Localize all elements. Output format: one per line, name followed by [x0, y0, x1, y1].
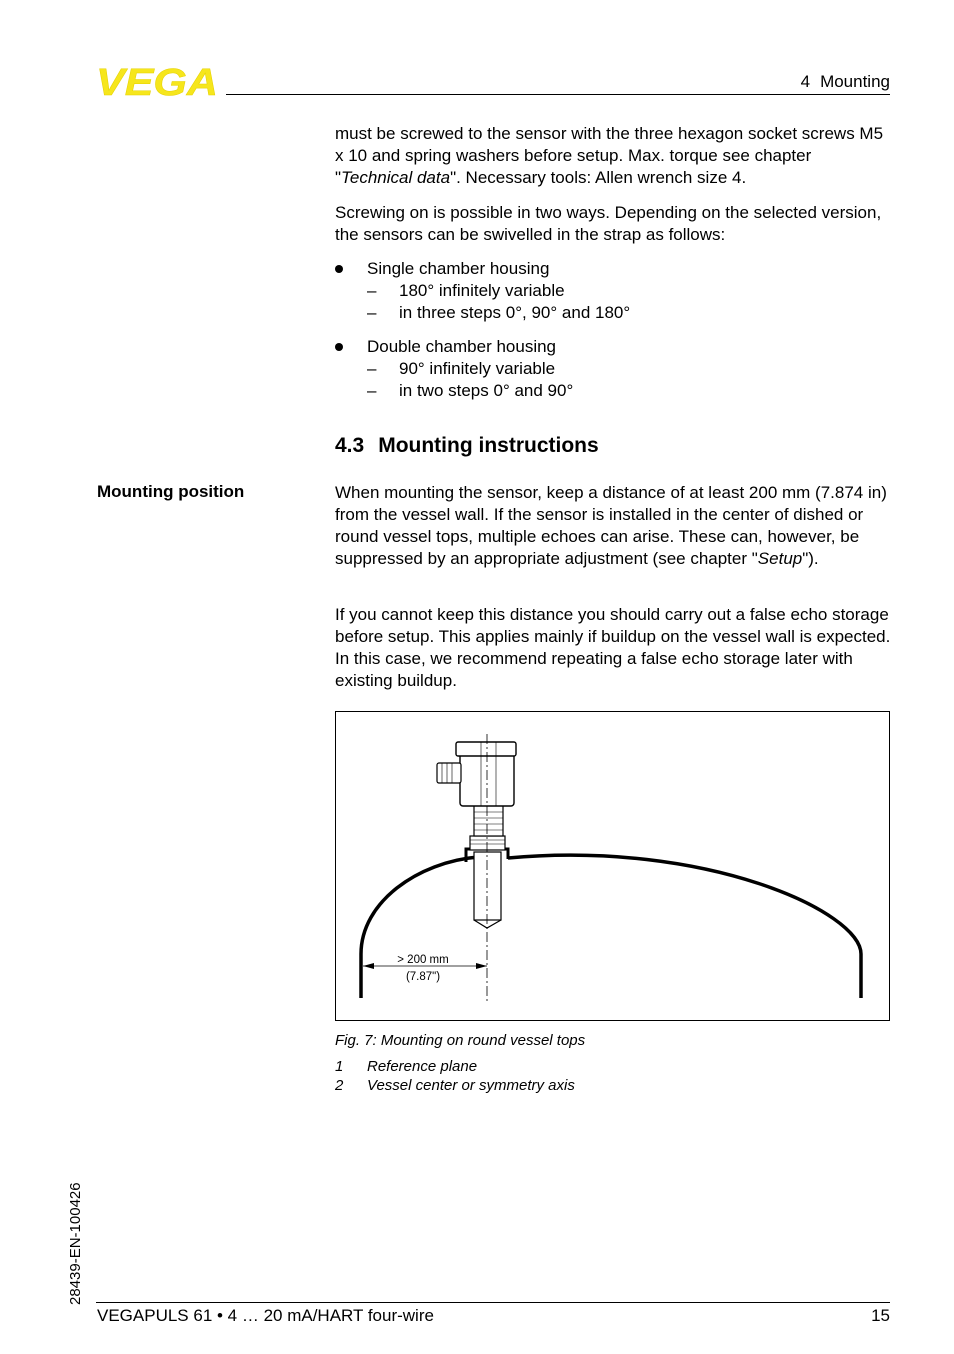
dimension-arrow-left	[363, 963, 374, 969]
vessel-dome	[508, 855, 861, 998]
dimension-arrow-right	[476, 963, 487, 969]
paragraph-false-echo: If you cannot keep this distance you should carry out a false echo storage before setup. This applies mainly if buildup on the vessel wall is expected. In this case, we recommend repeating a false echo storage later with existing buildup.	[335, 605, 891, 690]
legend-number: 2	[335, 1077, 344, 1094]
housing-list	[335, 258, 891, 402]
sub-item	[367, 302, 891, 324]
bullet-icon	[335, 265, 343, 273]
sub-item-text: 90° infinitely variable	[399, 359, 556, 378]
header-section-title: Mounting	[820, 72, 890, 91]
page-number: 15	[871, 1306, 890, 1325]
sub-item	[367, 358, 891, 380]
list-item	[335, 336, 891, 402]
paragraph-screws	[335, 123, 891, 189]
paragraph-mounting-distance	[335, 482, 891, 570]
antenna-horn	[474, 852, 501, 920]
dash-icon: –	[367, 303, 377, 322]
dash-icon: –	[367, 359, 377, 378]
cable-gland	[437, 763, 461, 783]
sub-item-text: in three steps 0°, 90° and 180°	[399, 303, 631, 322]
legend-row	[335, 1057, 575, 1076]
paragraph-text: ").	[802, 549, 819, 568]
chapter-reference-setup: Setup	[757, 549, 803, 568]
section-heading	[335, 434, 599, 458]
dash-icon: –	[367, 381, 377, 400]
header-rule	[226, 94, 890, 95]
process-thread	[470, 836, 505, 850]
margin-label-mounting-position: Mounting position	[97, 482, 245, 501]
sub-item	[367, 280, 891, 302]
figure-legend	[335, 1057, 575, 1095]
legend-text: Reference plane	[367, 1058, 478, 1075]
antenna-tip	[474, 920, 501, 928]
legend-text: Vessel center or symmetry axis	[367, 1077, 575, 1094]
header-section-number: 4	[800, 72, 811, 91]
legend-row	[335, 1076, 575, 1095]
dimension-label-mm: > 200 mm	[397, 954, 449, 966]
dimension-label-inch: (7.87")	[405, 971, 441, 983]
paragraph-text: When mounting the sensor, keep a distance of at least 200 mm (7.874 in) from the vessel wall. If the sensor is installed in the center of dished or round vessel tops, multiple echoes can arise. These can, however, be suppressed by an appropriate adjustment (see chapter "	[335, 483, 887, 568]
vega-logo	[96, 64, 220, 98]
mounting-drawing	[336, 712, 889, 1020]
section-title: Mounting instructions	[378, 434, 599, 457]
section-number: 4.3	[335, 434, 365, 457]
footer-rule	[96, 1302, 890, 1303]
list-item-label: Double chamber housing	[367, 337, 557, 356]
sub-item-text: in two steps 0° and 90°	[399, 381, 574, 400]
figure-caption: Fig. 7: Mounting on round vessel tops	[335, 1032, 586, 1049]
bullet-icon	[335, 343, 343, 351]
document-code: 28439-EN-100426	[67, 1182, 84, 1305]
dash-icon: –	[367, 281, 377, 300]
figure-mounting-vessel-top	[335, 711, 890, 1021]
running-header	[801, 72, 890, 92]
legend-number: 1	[335, 1058, 344, 1075]
chapter-reference-technical-data: Technical data	[341, 168, 451, 187]
paragraph-swivel: Screwing on is possible in two ways. Depending on the selected version, the sensors can be swivelled in the strap as follows:	[335, 203, 882, 244]
sensor-neck	[474, 804, 503, 836]
list-item-label: Single chamber housing	[367, 259, 550, 278]
sub-item-text: 180° infinitely variable	[399, 281, 565, 300]
paragraph-text: ". Necessary tools: Allen wrench size 4.	[450, 168, 747, 187]
list-item	[335, 258, 891, 324]
logo-text: VEGA	[96, 64, 218, 98]
sub-item	[367, 380, 891, 402]
paragraph-text: must be screwed to the sensor with the three hexagon socket screws M5 x 10 and spring washers before setup. Max. torque see chapter "	[335, 124, 884, 187]
footer-product: VEGAPULS 61 • 4 … 20 mA/HART four-wire	[97, 1306, 434, 1325]
